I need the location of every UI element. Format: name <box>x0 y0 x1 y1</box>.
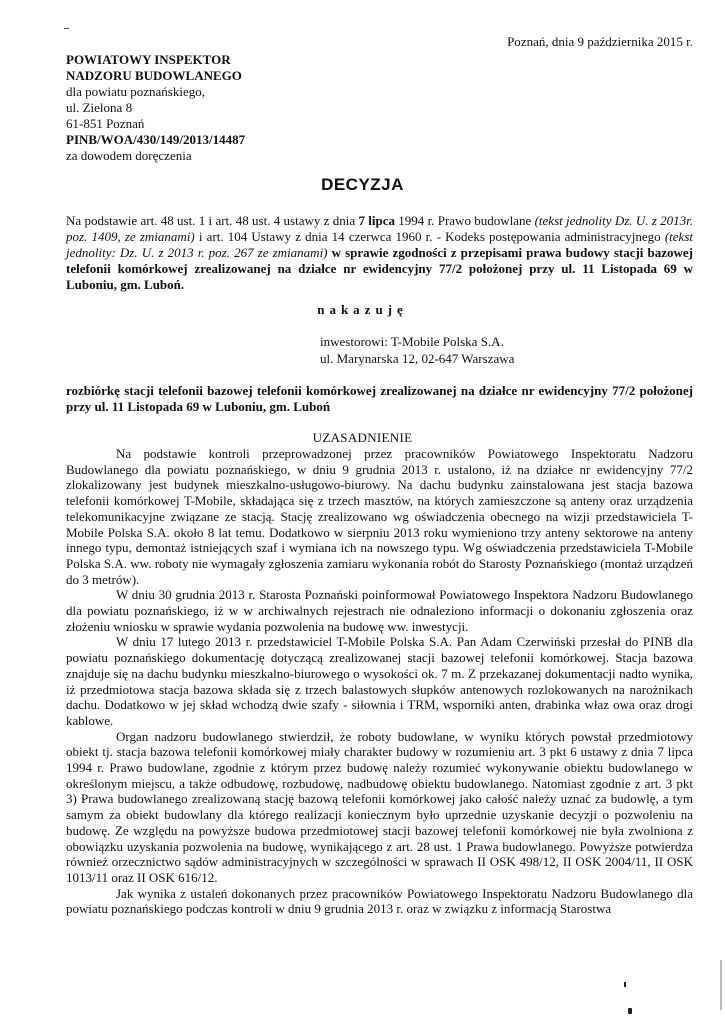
legal-text-1: Na podstawie art. 48 ust. 1 i art. 48 ust. 4 ustawy z dnia <box>66 213 359 228</box>
investor-block <box>320 333 514 367</box>
legal-basis <box>66 213 693 293</box>
case-number: PINB/WOA/430/149/2013/14487 <box>66 132 246 147</box>
legal-text-2: 7 lipca <box>358 213 395 228</box>
decision-title: DECYZJA <box>321 175 404 194</box>
place-date: Poznań, dnia 9 października 2015 r. <box>507 34 693 49</box>
delivery-note: za dowodem doręczenia <box>66 148 192 163</box>
justification-paragraph-5: Jak wynika z ustaleń dokonanych przez pracowników Powiatowego Inspektoratu Nadzoru Budowlanego dla powiatu poznańskiego podczas kontroli w dniu 9 grudnia 2013 r. oraz w związku z informacją Starostwa <box>66 885 693 917</box>
legal-text-6: (tekst jednolity: Dz. U. z 2013 r. poz. 267 ze zmianami) <box>66 229 693 260</box>
scan-edge <box>720 960 722 1010</box>
justification-paragraph-3: W dniu 17 lutego 2013 r. przedstawiciel T-Mobile Polska S.A. Pan Adam Czerwiński przesłał do PINB dla powiatu poznańskiego dokumentację dotyczącą zrealizowanej stacji bazowej telefonii komórkowej. Stacja bazowa znajduje się na dachu budynku mieszkalno-biurowego o wysokości ok. 7 m. Z przekazanej dokumentacji nadto wynika, iż przedmiotowa stacja bazowa składa się z trzech balastowych słupków antenowych rozlokowanych na narożnikach dachu. Dodatkowo w jej skład wchodzą dwie szafy - siłownia i TRM, wsporniki anten, drabinka właz owa oraz drogi kablowe. <box>66 634 693 728</box>
legal-text-7: w sprawie zgodności z przepisami prawa budowy stacji bazowej telefonii komórkowej zrealizowanej na działce nr ewidencyjny 77/2 położonej przy ul. 11 Listopada 69 w Luboniu, gm. Luboń. <box>66 245 694 292</box>
authority-street: ul. Zielona 8 <box>66 100 133 115</box>
legal-text-4: (tekst jednolity Dz. U. z 2013r. poz. 1409, ze zmianami) <box>66 213 693 244</box>
authority-name-line2: NADZORU BUDOWLANEGO <box>66 68 242 83</box>
authority-postal: 61-851 Poznań <box>66 116 145 131</box>
authority-name-line1: POWIATOWY INSPEKTOR <box>66 52 231 67</box>
justification-paragraph-4: Organ nadzoru budowlanego stwierdził, że roboty budowlane, w wyniku których powstał przedmiotowy obiekt tj. stacja bazowa telefonii komórkowej miały charakter budowy w rozumieniu art. 3 pkt 6 ustawy z dnia 7 lipca 1994 r. Prawo budowlane, zgodnie z którym przez budowę należy rozumieć wykonywanie obiektu budowlanego w określonym miejscu, a także odbudowę, rozbudowę, nadbudowę obiektu budowlanego. Natomiast zgodnie z art. 3 pkt 3) Prawa budowlanego zrealizowaną stację bazową telefonii komórkowej jako całość należy uznać za budowlę, a tym samym za obiekt budowlany dla którego realizacji koniecznym było uprzednie uzyskanie decyzji o pozwoleniu na budowę. Ze względu na powyższe budowa przedmiotowej stacji bazowej telefonii komórkowej nie była zwolniona z obowiązku uzyskania pozwolenia na budowę, wynikającego z art. 28 ust. 1 Prawa budowlanego. Powyższe potwierdza również orzecznictwo sądów administracyjnych w szczególności w sprawach II OSK 498/12, II OSK 2004/11, II OSK 1013/11 oraz II OSK 616/12. <box>66 728 693 885</box>
investor-address: ul. Marynarska 12, 02-647 Warszawa <box>320 351 515 366</box>
scan-mark <box>64 28 69 29</box>
authority-block <box>66 52 245 164</box>
justification-body <box>66 446 693 917</box>
justification-paragraph-1: Na podstawie kontroli przeprowadzonej przez pracowników Powiatowego Inspektoratu Nadzoru Budowlanego dla powiatu poznańskiego, w dniu 9 grudnia 2013 r. ustalono, iż na działce nr ewidencyjny 77/2 zlokalizowany jest budynek mieszkalno-usługowo-biurowy. Na dachu budynku zainstalowana jest stacja bazowa telefonii komórkowej T-Mobile, składająca się z trzech masztów, na których zamieszczone są anteny oraz urządzenia telekomunikacyjne związane ze stacją. Stację zrealizowano wg oświadczenia obecnego na wizji przedstawiciela T-Mobile Polska S.A. około 8 lat temu. Dodatkowo w sierpniu 2013 roku wymieniono trzy anteny sektorowe na anteny innego typu, demontaż istniejących szaf i wymiana ich na nowszego typu. Wg oświadczenia przedstawiciela T-Mobile Polska S.A. ww. roboty nie wymagały zgłoszenia zamiaru wykonania robót do Starosty Poznańskiego (montaż urządzeń do 3 metrów). <box>66 446 693 587</box>
justification-paragraph-2: W dniu 30 grudnia 2013 r. Starosta Poznański poinformował Powiatowego Inspektora Nadzoru Budowlanego dla powiatu poznańskiego, iż w w archiwalnych rejestrach nie odnaleziono informacji o dokonaniu zgłoszenia oraz złożeniu wniosku w sprawie wydania pozwolenia na budowę ww. inwestycji. <box>66 587 693 634</box>
justification-heading: UZASADNIENIE <box>312 430 413 445</box>
scan-mark <box>628 1008 632 1014</box>
authority-district: dla powiatu poznańskiego, <box>66 84 205 99</box>
legal-text-5: i art. 104 Ustawy z dnia 14 czerwca 1960 r. - Kodeks postępowania administracyjnego <box>194 229 665 244</box>
investor-name: inwestorowi: T-Mobile Polska S.A. <box>320 334 504 349</box>
demolition-order: rozbiórkę stacji telefonii bazowej telefonii komórkowej zrealizowanej na działce nr ewidencyjny 77/2 położonej przy ul. 11 Listopada 69 w Luboniu, gm. Luboń <box>66 383 693 414</box>
scan-mark <box>624 982 626 987</box>
legal-text-3: 1994 r. Prawo budowlane <box>394 213 535 228</box>
order-word: nakazuję <box>317 302 408 317</box>
